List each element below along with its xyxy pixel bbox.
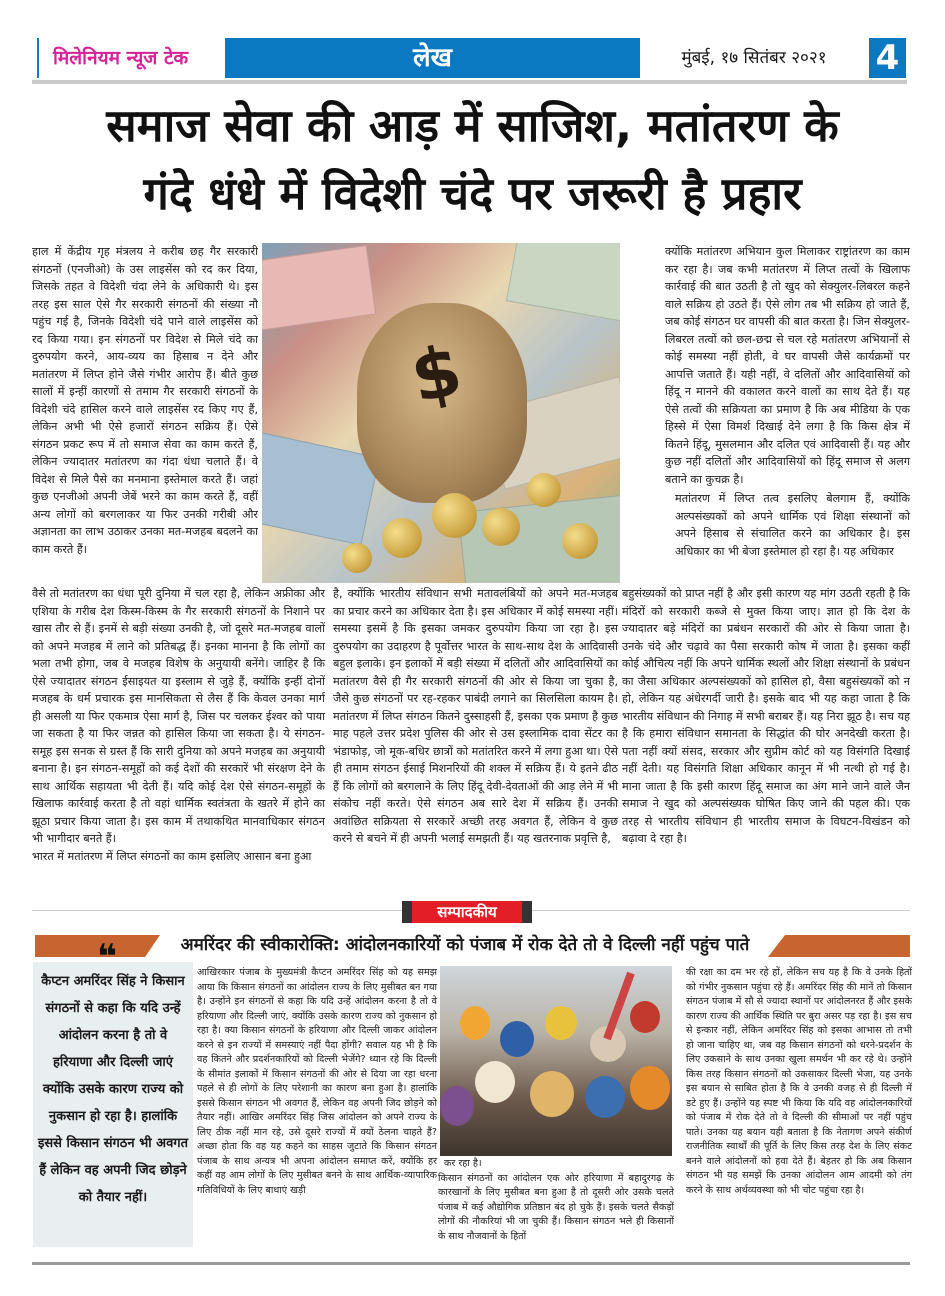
headline-line-1: समाज सेवा की आड़ में साजिश, मतांतरण के: [106, 99, 839, 152]
article-paragraph: बहुसंख्यकों को प्राप्त नहीं है और इसी कारण यह मांग उठती रहती है कि मंदिरों को सरकारी कब्जे से मुक्त किया जाए। ज्ञात हो कि देश के ज्यादातर बड़े मंदिरों का प्रबंधन सरकारों की ओर से किया जाता है। उनके चंदे और चढ़ावे का पैसा सरकारी कोष में जाता है। इसका कहीं कोई औचित्य नहीं कि अपने धार्मिक स्थलों और शिक्षा संस्थानों के प्रबंधन का जैसा अधिकार अल्पसंख्यकों को हासिल हो, वैसा बहुसंख्यकों को न हो, लेकिन यह अंधेरगर्दी जारी है। इसके बाद भी यह कहा जाता है कि भारतीय संविधान की निगाह में सभी बराबर हैं। यह निरा झूठ है। सच यह है कि हमारा संविधान समानता के सिद्धांत की घोर अनदेखी करता है। पता नहीं क्यों संसद, सरकार और सुप्रीम कोर्ट को यह विसंगति दिखाई नहीं देती। यह विसंगति शिक्षा अधिकार कानून में भी नत्थी हो गई है। माना जाता है कि इसी कारण हिंदू समाज का अंग माने जाने वाले जैन समाज ने खुद को अल्पसंख्यक घोषित किए जाने की पहल की। एक तरह से भारतीय संविधान ही भारतीय समाज के विघटन-विखंडन को बढ़ावा दे रहा है।: [622, 587, 910, 845]
headline-line-2: गंदे धंधे में विदेशी चंदे पर जरूरी है प्रहार: [143, 167, 802, 220]
article-paragraph: भारत में मतांतरण में लिप्त संगठनों का काम इसलिए आसान बना हुआ: [32, 849, 312, 863]
newspaper-logo: मिलेनियम न्यूज टेक: [37, 38, 217, 78]
page-bottom-rule: [32, 1262, 910, 1265]
page-number: 4: [866, 38, 906, 78]
editorial-column-1: [197, 966, 437, 1198]
article-column-3-bottom: [622, 585, 910, 848]
editorial-label: सम्पादकीय: [402, 901, 532, 923]
section-title: लेख: [225, 38, 640, 78]
dollar-sign-icon: $: [404, 328, 469, 420]
header-divider: [32, 80, 907, 84]
editorial-column-2: [438, 1157, 674, 1244]
editorial-headline: अमरिंदर की स्वीकारोक्ति: आंदोलनकारियों को पंजाब में रोक देते तो वे दिल्ली नहीं पहुंच पाते: [180, 935, 750, 955]
article-paragraph: है, क्योंकि भारतीय संविधान सभी मतावलंबियों को अपने मत-मजहब का प्रचार करने का अधिकार देता है। इस अधिकार में कोई समस्या नहीं। समस्या इसमें है कि इसका जमकर दुरुपयोग किया जा रहा है। इस दुरुपयोग का उदाहरण है पूर्वोत्तर भारत के साथ-साथ देश के आदिवासी बहुल इलाके। इन इलाकों में बड़ी संख्या में दलितों और आदिवासियों का मतांतरण वैसे ही गैर सरकारी संगठनों की ओर से किया जा चुका है, जैसे कुछ संगठनों पर रह-रहकर पाबंदी लगाने का सिलसिला कायम है। मतांतरण में लिप्त संगठन कितने दुस्साहसी हैं, इसका एक प्रमाण है कुछ माह पहले उत्तर प्रदेश पुलिस की ओर से उस इस्लामिक दावा सेंटर का भंडाफोड़, जो मूक-बधिर छात्रों को मतांतरित करने में लगा हुआ था। ऐसे ही तमाम संगठन ईसाई मिशनरियों की शक्ल में सक्रिय हैं। ये इतने ढीठ हैं कि लोगों को बरगलाने के लिए हिंदू देवी-देवताओं की आड़ लेने में भी संकोच नहीं करते। ऐसे संगठन अब सारे देश में सक्रिय हैं। उनकी अवांछित सक्रियता से सरकारें अच्छी तरह अवगत हैं, लेकिन वे कुछ करने से बचने में ही अपनी भलाई समझती हैं। यह खतरनाक प्रवृत्ति है,: [333, 587, 618, 845]
editorial-paragraph: कर रहा है।: [444, 1158, 482, 1169]
article-column-3-top: [665, 243, 910, 560]
pull-quote-box: [33, 937, 193, 1247]
editorial-column-3: [686, 966, 912, 1198]
article-column-1-top: [32, 243, 258, 583]
article-paragraph: हाल में केंद्रीय गृह मंत्रलय ने करीब छह गैर सरकारी संगठनों (एनजीओ) के उस लाइसेंस को रद कर दिया, जिसके तहत वे विदेशी चंदा लेने के अधिकारी थे। इस तरह इस साल ऐसे गैर सरकारी संगठनों की संख्या नौ पहुंच गई है, जिनके विदेशी चंदे पाने वाले लाइसेंस को रद किया गया। इन संगठनों पर विदेश से मिले चंदे का दुरुपयोग करने, आय-व्यय का हिसाब न देने और मतांतरण में लिप्त होने जैसे गंभीर आरोप हैं। बीते कुछ सालों में इन्हीं कारणों से तमाम गैर सरकारी संगठनों के विदेशी चंदे हासिल करने वाले लाइसेंस रद किए गए हैं, लेकिन अभी भी ऐसे हजारों संगठन सक्रिय हैं। ऐसे संगठन प्रकट रूप में तो समाज सेवा का काम करते हैं, लेकिन ज्यादातर मतांतरण का गंदा धंधा चलाते हैं। वे विदेश से मिले पैसे का मनमाना इस्तेमाल करते हैं। जहां कुछ एनजीओ अपनी जेबें भरने का काम करते हैं, वहीं अन्य लोगों को बरगलाकर या फिर उनकी गरीबी और अज्ञानता का लाभ उठाकर उनका मत-मजहब बदलने का काम करते हैं।: [32, 245, 258, 556]
quote-mark-icon: ❝: [97, 937, 117, 977]
farmers-protest-photo: [440, 966, 672, 1156]
editorial-paragraph: आखिरकार पंजाब के मुख्यमंत्री कैप्टन अमरिंदर सिंह को यह समझ आया कि किसान संगठनों का आंदोलन राज्य के लिए मुसीबत बन गया है। उन्होंने इन संगठनों से कहा कि यदि उन्हें आंदोलन करना है तो वे हरियाणा और दिल्ली जाएं, क्योंकि उसके कारण राज्य को नुकसान हो रहा है। क्या किसान संगठनों के हरियाणा और दिल्ली जाकर आंदोलन करने से इन राज्यों में समस्याएं नहीं पैदा होंगी? सवाल यह भी है कि वह कितने और प्रदर्शनकारियों को दिल्ली भेजेंगे? ध्यान रहे कि दिल्ली के सीमांत इलाकों में किसान संगठनों की ओर से दिया जा रहा धरना पहले से ही लोगों के लिए परेशानी का कारण बना हुआ है। हालांकि इससे किसान संगठन भी अवगत हैं, लेकिन वह अपनी जिद छोड़ने को तैयार नहीं। आखिर अमरिंदर सिंह जिस आंदोलन को अपने राज्य के लिए ठीक नहीं मान रहे, उसे दूसरे राज्यों में क्यों ठेलना चाहते हैं? अच्छा होता कि वह यह कहने का साहस जुटाते कि किसान संगठन पंजाब के साथ अन्यत्र भी अपना आंदोलन समाप्त करें, क्योंकि हर कहीं वह आम लोगों के लिए मुसीबत बनने के साथ आर्थिक-व्यापारिक गतिविधियों के लिए बाधाएं खड़ी: [197, 967, 437, 1196]
dateline: मुंबई, १७ सितंबर २०२१: [681, 48, 827, 68]
money-bag-photo: [262, 243, 620, 583]
article-paragraph: क्योंकि मतांतरण अभियान कुल मिलाकर राष्ट्रांतरण का काम कर रहा है। जब कभी मतांतरण में लिप्त तत्वों के खिलाफ कार्रवाई की बात उठती है तो खुद को सेक्युलर-लिबरल कहने वाले सक्रिय हो उठते हैं। ऐसे लोग तब भी सक्रिय हो जाते हैं, जब कोई संगठन घर वापसी की बात करता है। जिन सेक्युलर-लिबरल तत्वों को छल-छद्म से चल रहे मतांतरण अभियानों से कोई समस्या नहीं होती, वे घर वापसी जैसे कार्यक्रमों पर आपत्ति जताते हैं। यही नहीं, वे दलितों और आदिवासियों को हिंदू न मानने की वकालत करने वालों का साथ देते हैं। यह ऐसे तत्वों की सक्रियता का प्रमाण है कि अब मीडिया के एक हिस्से में ऐसा विमर्श दिखाई देने लगा है कि किस क्षेत्र में कितने हिंदू, मुसलमान और दलित एवं आदिवासी हैं। यह और कुछ नहीं दलितों और आदिवासियों को हिंदू समाज से अलग बताने का कुचक्र है।: [665, 245, 910, 486]
article-headline: [30, 92, 915, 228]
editorial-paragraph: किसान संगठनों का आंदोलन एक ओर हरियाणा में बहादुरगढ़ के कारखानों के लिए मुसीबत बना हुआ है तो दूसरी ओर उसके चलते पंजाब में कई औद्योगिक प्रतिष्ठान बंद हो चुके हैं। इसके चलते सैकड़ों लोगों की नौकरियां भी जा चुकी हैं। किसान संगठन भले ही किसानों के साथ नौजवानों के हितों: [438, 1172, 674, 1242]
editorial-paragraph: की रक्षा का दम भर रहे हों, लेकिन सच यह है कि वे उनके हितों को गंभीर नुकसान पहुंचा रहे हैं। अमरिंदर सिंह की मानें तो किसान संगठन पंजाब में सौ से ज्यादा स्थानों पर आंदोलनरत हैं और इसके कारण राज्य की आर्थिक स्थिति पर बुरा असर पड़ रहा है। इस सच से इन्कार नहीं, लेकिन अमरिंदर सिंह को इसका आभास तो तभी हो जाना चाहिए था, जब वह किसान संगठनों को धरने-प्रदर्शन के लिए उकसाने के साथ उनका खुला समर्थन भी कर रहे थे। उन्होंने किस तरह किसान संगठनों को उकसाकर दिल्ली भेजा, यह उनके इस बयान से साबित होता है कि वे उनकी वजह से ही दिल्ली में डटे हुए हैं। उन्होंने यह स्पष्ट भी किया कि यदि वह आंदोलनकारियों को पंजाब में रोक देते तो वे दिल्ली की सीमाओं पर नहीं पहुंच पाते। उनका यह बयान यही बताता है कि नेतागण अपने संकीर्ण राजनीतिक स्वार्थों की पूर्ति के लिए किस तरह देश के लिए संकट बनने वाले आंदोलनों को हवा देते हैं। बेहतर हो कि अब किसान संगठन भी यह समझें कि उनका आंदोलन आम आदमी को तंग करने के साथ अर्थव्यवस्था को भी चोट पहुंचा रहा है।: [686, 967, 912, 1196]
headline-band-right: [768, 935, 910, 957]
article-column-1-bottom: [32, 585, 325, 865]
pull-quote-text: कैप्टन अमरिंदर सिंह ने किसान संगठनों से कहा कि यदि उन्हें आंदोलन करना है तो वे हरियाणा और दिल्ली जाएं क्योंकि उसके कारण राज्य को नुकसान हो रहा है। हालांकि इससे किसान संगठन भी अवगत हैं लेकिन वह अपनी जिद छोड़ने को तैयार नहीं।: [37, 974, 189, 1205]
article-paragraph: वैसे तो मतांतरण का धंधा पूरी दुनिया में चल रहा है, लेकिन अफ्रीका और एशिया के गरीब देश किस्म-किस्म के गैर सरकारी संगठनों के निशाने पर खास तौर से हैं। इनमें से बड़ी संख्या उनकी है, जो दूसरे मत-मजहब वालों को अपने मजहब में लाने को प्रतिबद्ध हैं। इनका मानना है कि लोगों का भला तभी होगा, जब वे मजहब विशेष के अनुयायी बनेंगे। जाहिर है कि ऐसे ज्यादातर संगठन ईसाइयत या इस्लाम से जुड़े हैं, क्योंकि इन्हीं दोनों मजहब के धर्म प्रचारक इस मानसिकता से लैस हैं कि केवल उनका मार्ग ही असली या फिर एकमात्र ऐसा मार्ग है, जिस पर चलकर ईश्वर को पाया जा सकता है या फिर जन्नत को हासिल किया जा सकता है। ये संगठन-समूह इस सनक से ग्रस्त हैं कि सारी दुनिया को अपने मजहब का अनुयायी बनाना है। इन संगठन-समूहों को कई देशों की सरकारें भी संरक्षण देने के साथ आर्थिक सहायता भी देती हैं। यदि कोई देश ऐसे संगठन-समूहों के खिलाफ कार्रवाई करता है तो वहां धार्मिक स्वतंत्रता के खतरे में होने का झूठा प्रचार किया जाता है। इस काम में तथाकथित मानवाधिकार संगठन भी भागीदार बनते हैं।: [32, 587, 325, 845]
article-paragraph: मतांतरण में लिप्त तत्व इसलिए बेलगाम हैं, क्योंकि अल्पसंख्यकों को अपने धार्मिक एवं शिक्षा संस्थानों को अपने हिसाब से संचालित करने का अधिकार है। इस अधिकार का भी बेजा इस्तेमाल हो रहा है। यह अधिकार: [675, 492, 910, 558]
article-column-2: [333, 585, 618, 848]
